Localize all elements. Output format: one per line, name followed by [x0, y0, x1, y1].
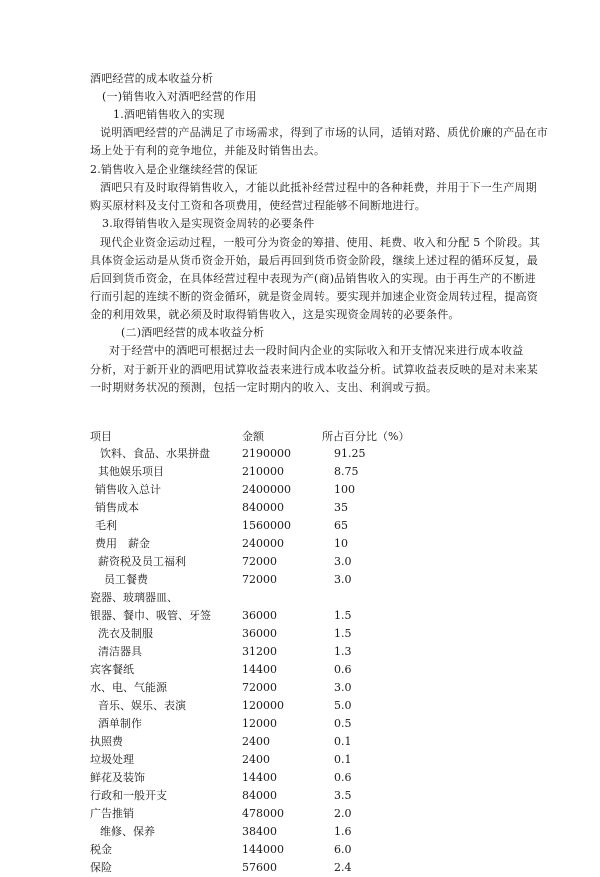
table-row: [0, 625, 600, 643]
row-amount: 120000: [242, 699, 284, 712]
row-percent: 3.0: [334, 555, 352, 568]
section-heading-2: (二)酒吧经营的成本收益分析: [121, 326, 265, 339]
row-item: 行政和一般开支: [90, 789, 167, 802]
row-item: 鲜花及装饰: [90, 771, 145, 784]
table-row: [0, 463, 600, 481]
row-percent: 3.0: [334, 681, 352, 694]
table-row: [0, 751, 600, 769]
table-row: [0, 661, 600, 679]
row-percent: 1.6: [334, 825, 352, 838]
row-item: 薪资税及员工福利: [98, 555, 186, 568]
row-amount: 14400: [242, 663, 277, 676]
paragraph-2-line-2: 购买原材料及支付工资和各项费用，使经营过程能够不间断地进行。: [90, 199, 426, 212]
row-percent: 3.5: [334, 789, 352, 802]
row-percent: 5.0: [334, 699, 352, 712]
header-percent: 所占百分比（%）: [322, 430, 410, 443]
table-row: [0, 553, 600, 571]
table-row: [0, 787, 600, 805]
table-row: [0, 481, 600, 499]
row-amount: 210000: [242, 465, 284, 478]
table-row: [0, 841, 600, 859]
row-percent: 2.4: [334, 861, 352, 874]
table-row: [0, 445, 600, 463]
subheading-1: 1.酒吧销售收入的实现: [113, 108, 225, 121]
row-amount: 2190000: [242, 447, 291, 460]
paragraph-1-line-1: 说明酒吧经营的产品满足了市场需求，得到了市场的认同，适销对路、质优价廉的产品在市: [100, 126, 548, 139]
row-amount: 144000: [242, 843, 284, 856]
row-percent: 10: [334, 537, 348, 550]
row-percent: 91.25: [334, 447, 366, 460]
table-row: [0, 859, 600, 877]
row-amount: 840000: [242, 501, 284, 514]
table-row: [0, 697, 600, 715]
row-amount: 240000: [242, 537, 284, 550]
row-percent: 0.6: [334, 771, 352, 784]
table-row: [0, 517, 600, 535]
row-percent: 65: [334, 519, 348, 532]
row-item: 维修、保养: [100, 825, 155, 838]
subheading-3: 3.取得销售收入是实现资金周转的必要条件: [102, 217, 315, 230]
row-item: 水、电、气能源: [90, 681, 167, 694]
row-amount: 72000: [242, 555, 277, 568]
table-row: [0, 499, 600, 517]
row-amount: 1560000: [242, 519, 291, 532]
paragraph-3-line-2: 具体资金运动是从货币资金开始，最后再回到货币资金阶段，继续上述过程的循环反复，最: [90, 254, 538, 267]
row-item: 执照费: [90, 735, 123, 748]
paragraph-1-line-2: 场上处于有利的竞争地位，并能及时销售出去。: [90, 144, 326, 157]
row-percent: 0.1: [334, 735, 352, 748]
row-percent: 8.75: [334, 465, 359, 478]
row-item: 瓷器、玻璃器皿、: [90, 591, 178, 604]
row-amount: 36000: [242, 627, 277, 640]
row-item: 销售成本: [95, 501, 139, 514]
paragraph-3-line-4: 行而引起的连续不断的资金循环，就是资金周转。要实现并加速企业资金周转过程，提高资: [90, 290, 538, 303]
row-percent: 0.6: [334, 663, 352, 676]
row-amount: 12000: [242, 717, 277, 730]
doc-title: 酒吧经营的成本收益分析: [90, 72, 214, 85]
row-percent: 2.0: [334, 807, 352, 820]
section-heading-1: (一)销售收入对酒吧经营的作用: [102, 90, 257, 103]
table-row: [0, 535, 600, 553]
row-amount: 14400: [242, 771, 277, 784]
table-row: [0, 823, 600, 841]
paragraph-3-line-3: 后回到货币资金，在具体经营过程中表现为产(商)品销售收入的实现。由于再生产的不断进: [90, 272, 536, 285]
row-amount: 38400: [242, 825, 277, 838]
paragraph-3-line-1: 现代企业资金运动过程，一般可分为资金的筹措、使用、耗费、收入和分配 5 个阶段。其: [100, 236, 541, 249]
row-amount: 2400: [242, 753, 270, 766]
paragraph-4-line-2: 分析，对于新开业的酒吧用试算收益表来进行成本收益分析。试算收益表反映的是对未来某: [90, 363, 538, 376]
row-percent: 1.3: [334, 645, 352, 658]
row-item: 税金: [90, 843, 112, 856]
row-amount: 57600: [242, 861, 277, 874]
table-row: [0, 805, 600, 823]
row-percent: 0.5: [334, 717, 352, 730]
row-item: 垃圾处理: [90, 753, 134, 766]
table-header: [0, 428, 600, 446]
row-item: 银器、餐巾、吸管、牙签: [90, 609, 211, 622]
row-amount: 72000: [242, 573, 277, 586]
subheading-2: 2.销售收入是企业继续经营的保证: [90, 163, 258, 176]
row-item: 毛利: [95, 519, 117, 532]
row-item: 洗衣及制服: [98, 627, 153, 640]
table-row: [0, 715, 600, 733]
table-row: [0, 643, 600, 661]
row-item: 费用 薪金: [95, 537, 150, 550]
row-item: 酒单制作: [98, 717, 142, 730]
table-row: [0, 607, 600, 625]
row-amount: 36000: [242, 609, 277, 622]
row-amount: 478000: [242, 807, 284, 820]
row-amount: 31200: [242, 645, 277, 658]
row-percent: 100: [334, 483, 355, 496]
row-item: 广告推销: [90, 807, 134, 820]
row-percent: 35: [334, 501, 348, 514]
row-amount: 2400: [242, 735, 270, 748]
row-item: 饮料、食品、水果拼盘: [100, 447, 210, 460]
table-row: [0, 769, 600, 787]
table-row: [0, 571, 600, 589]
row-amount: 84000: [242, 789, 277, 802]
header-amount: 金额: [242, 430, 264, 443]
row-item: 其他娱乐项目: [98, 465, 164, 478]
row-item: 销售收入总计: [95, 483, 161, 496]
row-item: 清洁器具: [98, 645, 142, 658]
row-amount: 72000: [242, 681, 277, 694]
table-row: [0, 733, 600, 751]
row-item: 员工餐费: [104, 573, 148, 586]
paragraph-4-line-3: 一时期财务状况的预测，包括一定时期内的收入、支出、利润或亏损。: [90, 381, 438, 394]
table-row: [0, 589, 600, 607]
row-percent: 1.5: [334, 609, 352, 622]
row-percent: 0.1: [334, 753, 352, 766]
row-amount: 2400000: [242, 483, 291, 496]
row-percent: 6.0: [334, 843, 352, 856]
row-item: 宾客餐纸: [90, 663, 134, 676]
paragraph-2-line-1: 酒吧只有及时取得销售收入，才能以此抵补经营过程中的各种耗费，并用于下一生产周期: [100, 181, 537, 194]
row-percent: 3.0: [334, 573, 352, 586]
row-item: 音乐、娱乐、表演: [98, 699, 186, 712]
paragraph-3-line-5: 金的利用效果，就必须及时取得销售收入，这是实现资金周转的必要条件。: [90, 308, 460, 321]
row-item: 保险: [90, 861, 112, 874]
table-row: [0, 679, 600, 697]
header-item: 项目: [90, 430, 112, 443]
paragraph-4-line-1: 对于经营中的酒吧可根据过去一段时间内企业的实际收入和开支情况来进行成本收益: [109, 344, 524, 357]
row-percent: 1.5: [334, 627, 352, 640]
